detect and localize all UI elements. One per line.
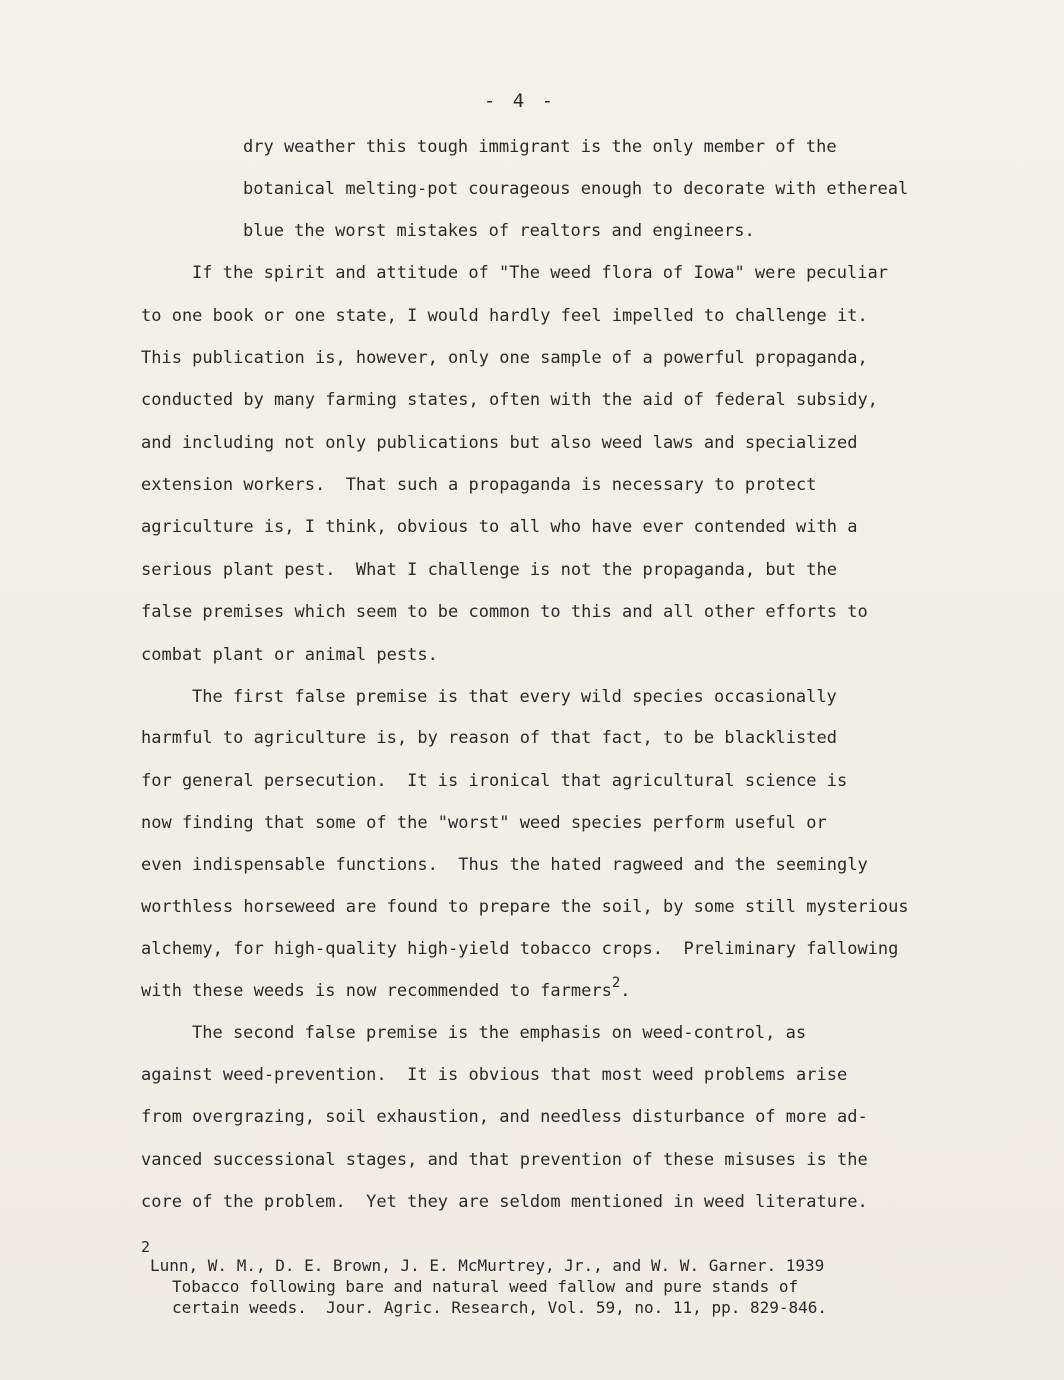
body-line: botanical melting-pot courageous enough to decorate with ethereal bbox=[243, 179, 909, 199]
body-line: conducted by many farming states, often with the aid of federal subsidy, bbox=[141, 390, 878, 410]
body-line: now finding that some of the "worst" weed species perform useful or bbox=[141, 813, 827, 833]
body-line: false premises which seem to be common to this and all other efforts to bbox=[141, 602, 868, 622]
body-line: harmful to agriculture is, by reason of that fact, to be blacklisted bbox=[141, 728, 837, 748]
footnote-reference: 2 bbox=[611, 975, 621, 991]
body-line bbox=[141, 975, 631, 1002]
body-line: vanced successional stages, and that prevention of these misuses is the bbox=[141, 1150, 868, 1170]
body-line: blue the worst mistakes of realtors and engineers. bbox=[243, 221, 755, 241]
body-line: If the spirit and attitude of "The weed flora of Iowa" were peculiar bbox=[192, 263, 888, 283]
body-line: serious plant pest. What I challenge is not the propaganda, but the bbox=[141, 560, 837, 580]
body-line: from overgrazing, soil exhaustion, and needless disturbance of more ad- bbox=[141, 1107, 868, 1127]
page-number: - 4 - bbox=[483, 90, 557, 112]
footnote-marker: 2 bbox=[141, 1238, 151, 1256]
body-line: dry weather this tough immigrant is the only member of the bbox=[243, 137, 837, 157]
body-line: worthless horseweed are found to prepare the soil, by some still mysterious bbox=[141, 897, 909, 917]
body-line: The second false premise is the emphasis on weed-control, as bbox=[192, 1023, 807, 1043]
footnote-line: Tobacco following bare and natural weed fallow and pure stands of bbox=[172, 1277, 799, 1296]
body-line: against weed-prevention. It is obvious that most weed problems arise bbox=[141, 1065, 848, 1085]
body-line: and including not only publications but also weed laws and specialized bbox=[141, 433, 858, 453]
body-line: alchemy, for high-quality high-yield tobacco crops. Preliminary fallowing bbox=[141, 939, 899, 959]
body-line: core of the problem. Yet they are seldom mentioned in weed literature. bbox=[141, 1192, 868, 1212]
body-line: to one book or one state, I would hardly feel impelled to challenge it. bbox=[141, 306, 868, 326]
body-line: extension workers. That such a propaganda is necessary to protect bbox=[141, 475, 817, 495]
body-line-end: . bbox=[620, 981, 631, 1001]
footnote-line: Lunn, W. M., D. E. Brown, J. E. McMurtrey, Jr., and W. W. Garner. 1939 bbox=[150, 1256, 825, 1275]
body-line: The first false premise is that every wild species occasionally bbox=[192, 687, 837, 707]
footnote-line: certain weeds. Jour. Agric. Research, Vol. 59, no. 11, pp. 829-846. bbox=[172, 1298, 828, 1317]
body-line: even indispensable functions. Thus the hated ragweed and the seemingly bbox=[141, 855, 868, 875]
body-line: agriculture is, I think, obvious to all who have ever contended with a bbox=[141, 517, 858, 537]
body-line: This publication is, however, only one sample of a powerful propaganda, bbox=[141, 348, 868, 368]
body-line: for general persecution. It is ironical that agricultural science is bbox=[141, 771, 848, 791]
body-line-text: with these weeds is now recommended to farmers bbox=[141, 981, 612, 1001]
body-line: combat plant or animal pests. bbox=[141, 645, 438, 665]
